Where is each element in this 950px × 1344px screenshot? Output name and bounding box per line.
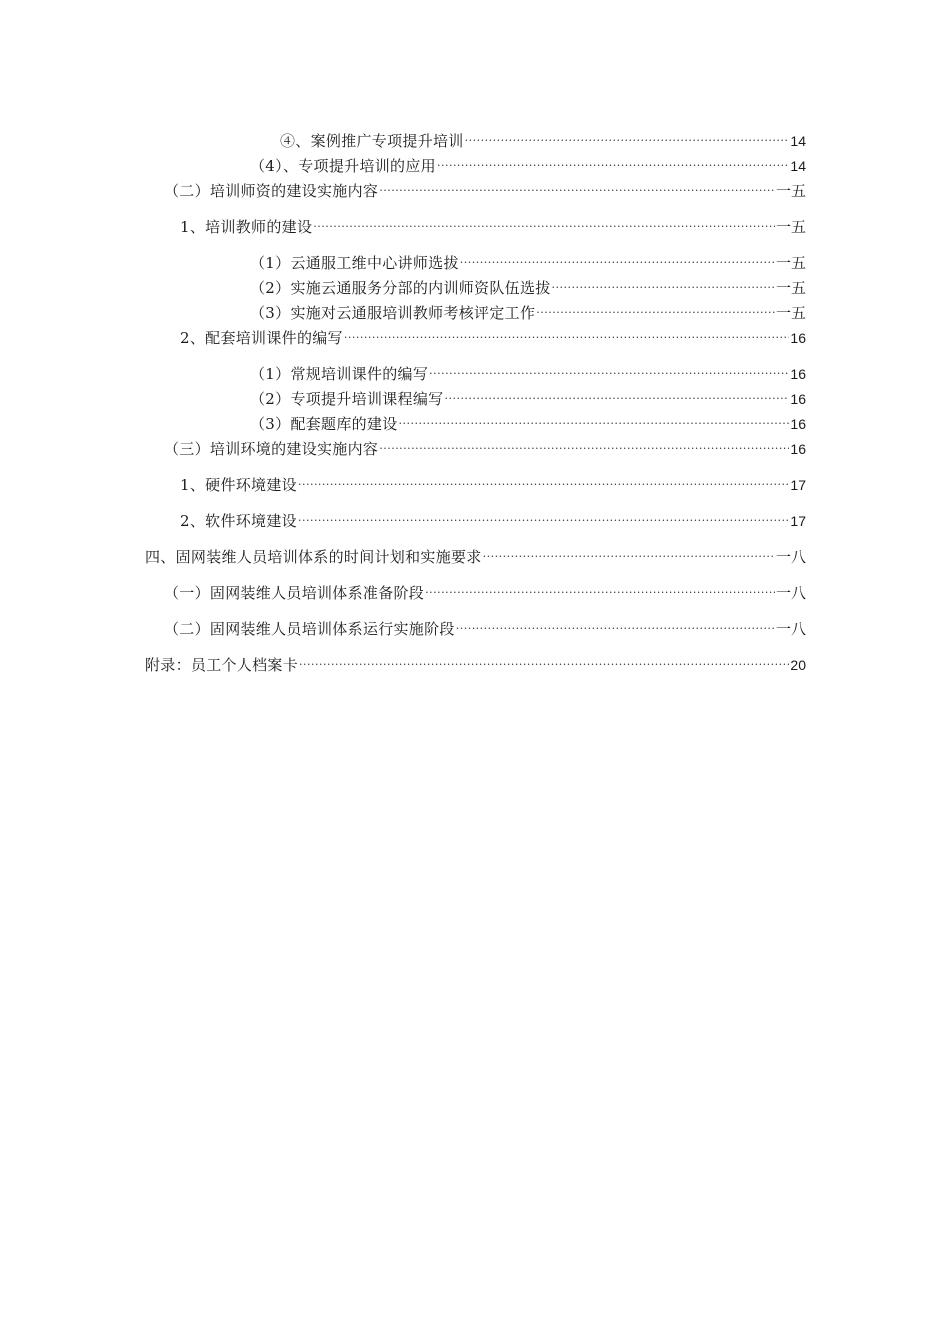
toc-entry-page: 一五: [775, 304, 806, 322]
toc-entry-page: 一五: [775, 254, 806, 272]
toc-leader-dots: [399, 409, 790, 429]
toc-entry-label: （4）、专项提升培训的应用: [250, 157, 436, 175]
toc-entry-label: （3）实施对云通服培训教师考核评定工作: [250, 304, 536, 322]
toc-entry-label: 1、硬件环境建设: [180, 476, 297, 494]
toc-entry[interactable]: [250, 409, 806, 433]
toc-entry-label: （二）固网装维人员培训体系运行实施阶段: [164, 620, 455, 638]
toc-entry-label: 附录：员工个人档案卡: [145, 656, 299, 674]
toc-entry[interactable]: [280, 126, 806, 150]
toc-entry[interactable]: [180, 470, 806, 494]
toc-entry-label: 四、固网装维人员培训体系的时间计划和实施要求: [145, 548, 482, 566]
toc-entry-label: （2）实施云通服务分部的内训师资队伍选拔: [250, 279, 551, 297]
toc-leader-dots: [456, 614, 775, 634]
toc-entry-label: （三）培训环境的建设实施内容: [164, 440, 379, 458]
toc-entry-page: 一五: [775, 182, 806, 200]
toc-leader-dots: [313, 212, 775, 232]
toc-leader-dots: [298, 506, 789, 526]
toc-entry-page: 16: [790, 416, 806, 432]
toc-entry-label: （1）云通服工维中心讲师选拔: [250, 254, 459, 272]
toc-entry-page: 17: [790, 513, 806, 529]
toc-entry-page: 17: [790, 477, 806, 493]
toc-leader-dots: [344, 323, 790, 343]
toc-entry[interactable]: [145, 542, 806, 566]
toc-entry[interactable]: [164, 578, 806, 602]
toc-entry-label: 2、软件环境建设: [180, 512, 297, 530]
toc-entry-page: 14: [790, 133, 806, 149]
toc-leader-dots: [444, 384, 789, 404]
toc-leader-dots: [299, 650, 789, 670]
toc-entry[interactable]: [164, 434, 806, 458]
toc-entry[interactable]: [250, 248, 806, 272]
toc-entry-page: 20: [790, 657, 806, 673]
toc-entry[interactable]: [180, 506, 806, 530]
toc-entry[interactable]: [145, 650, 806, 674]
toc-leader-dots: [429, 359, 789, 379]
toc-entry-page: 16: [790, 330, 806, 346]
toc-entry-page: 14: [790, 158, 806, 174]
toc-entry[interactable]: [180, 323, 806, 347]
toc-leader-dots: [483, 542, 775, 562]
toc-entry-label: 1、培训教师的建设: [180, 218, 313, 236]
toc-entry[interactable]: [164, 176, 806, 200]
toc-entry-page: 16: [790, 391, 806, 407]
toc-leader-dots: [298, 470, 789, 490]
toc-leader-dots: [425, 578, 775, 598]
toc-entry-label: （3）配套题库的建设: [250, 415, 398, 433]
toc-entry-page: 一五: [775, 279, 806, 297]
toc-entry-page: 一八: [775, 584, 806, 602]
toc-entry-label: （二）培训师资的建设实施内容: [164, 182, 379, 200]
toc-leader-dots: [460, 248, 775, 268]
toc-entry-page: 16: [790, 441, 806, 457]
toc-leader-dots: [379, 176, 775, 196]
toc-entry[interactable]: [250, 359, 806, 383]
toc-entry-label: 2、配套培训课件的编写: [180, 329, 343, 347]
toc-entry-label: （一）固网装维人员培训体系准备阶段: [164, 584, 425, 602]
toc-entry[interactable]: [250, 298, 806, 322]
toc-entry-label: （2）专项提升培训课程编写: [250, 390, 444, 408]
toc-entry[interactable]: [180, 212, 806, 236]
toc-leader-dots: [465, 126, 790, 146]
toc-entry-label: （1）常规培训课件的编写: [250, 365, 429, 383]
toc-entry[interactable]: [250, 273, 806, 297]
toc-entry-page: 一五: [775, 218, 806, 236]
toc-entry-page: 16: [790, 366, 806, 382]
toc-leader-dots: [437, 151, 789, 171]
toc-entry[interactable]: [164, 614, 806, 638]
toc-leader-dots: [379, 434, 789, 454]
toc-entry[interactable]: [250, 151, 806, 175]
toc-leader-dots: [536, 298, 775, 318]
toc-entry[interactable]: [250, 384, 806, 408]
toc-entry-page: 一八: [775, 620, 806, 638]
toc-leader-dots: [552, 273, 775, 293]
toc-entry-page: 一八: [775, 548, 806, 566]
toc-entry-label: ④、案例推广专项提升培训: [280, 132, 464, 150]
